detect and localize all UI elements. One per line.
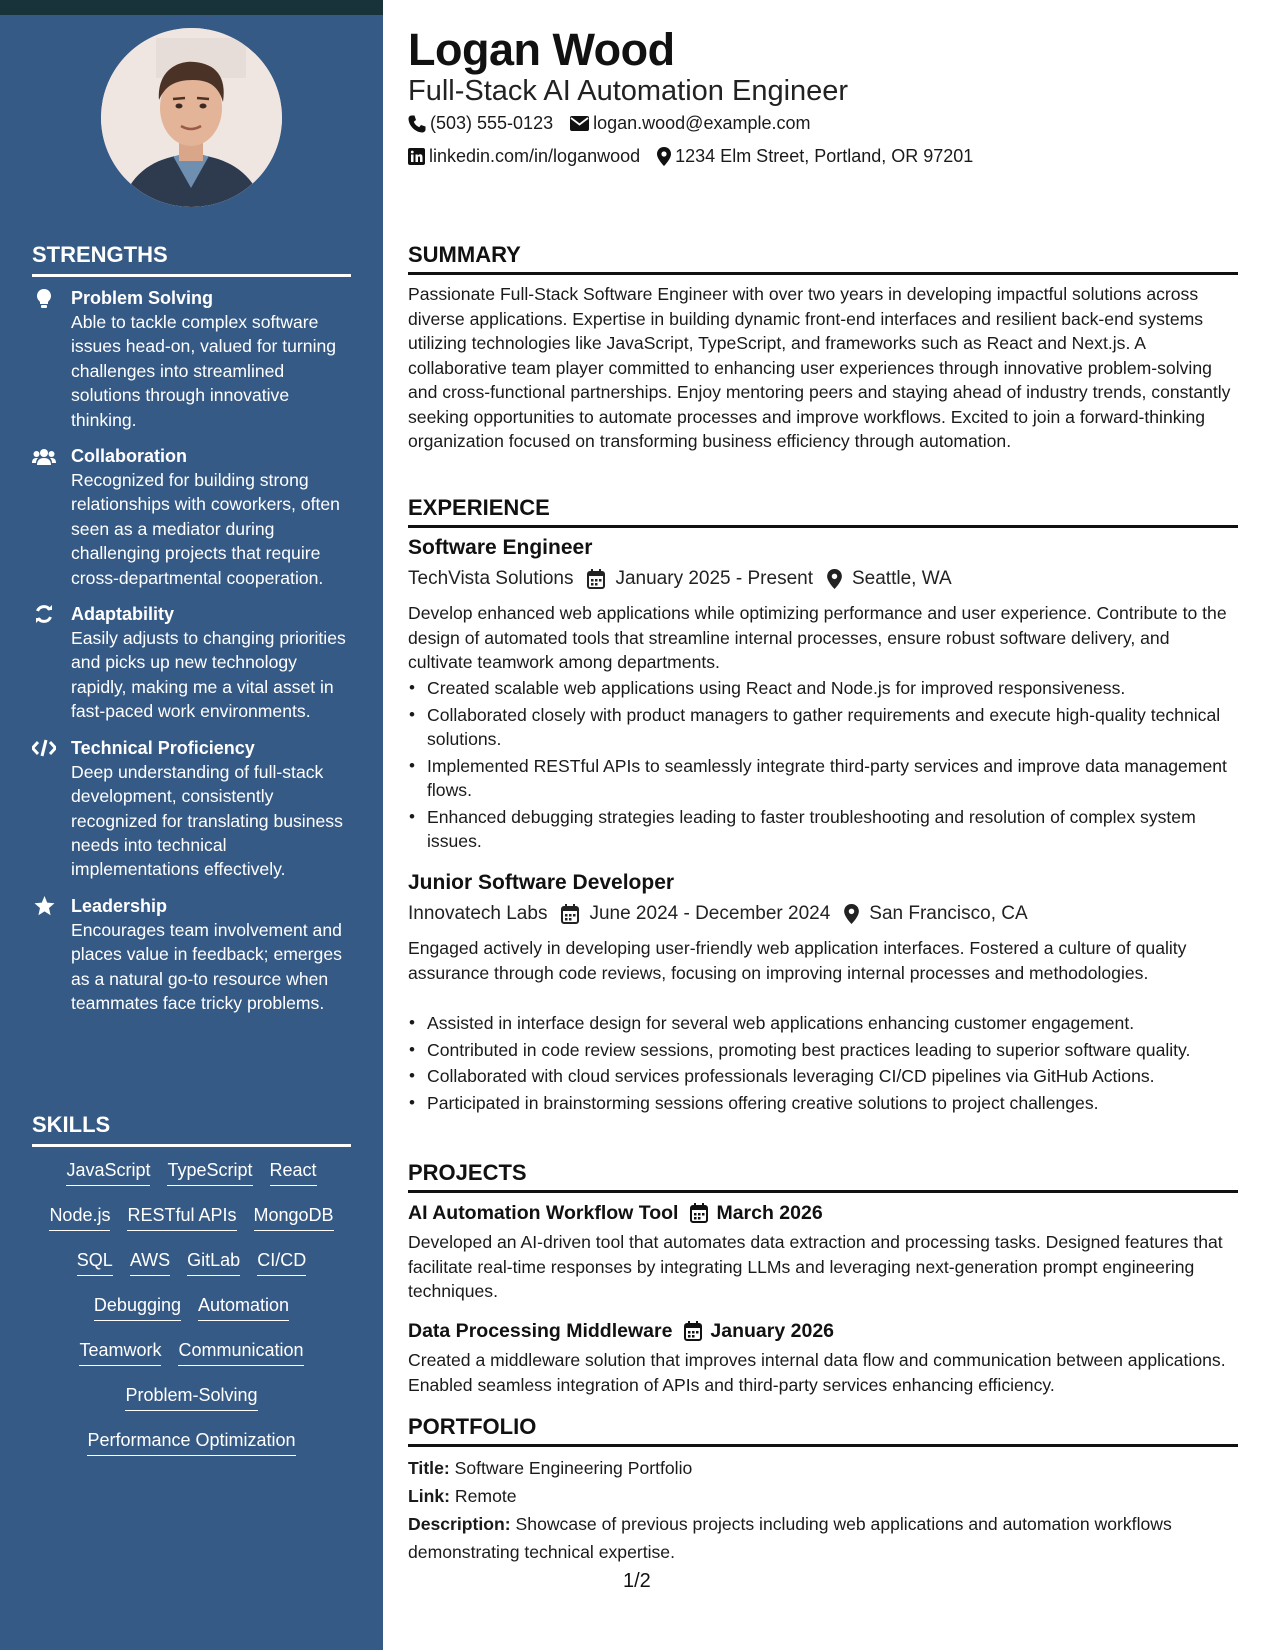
location-pin-icon bbox=[844, 904, 859, 924]
list-item: • Collaborated closely with product managers to gather requirements and execute high-quality technical solutions. bbox=[427, 703, 1238, 752]
strengths-heading: STRENGTHS bbox=[32, 242, 351, 277]
project-header bbox=[408, 1201, 823, 1225]
calendar-icon bbox=[690, 1203, 708, 1223]
code-icon bbox=[32, 738, 56, 758]
job-dates-text: June 2024 - December 2024 bbox=[589, 903, 831, 924]
contact-row bbox=[408, 146, 990, 167]
portfolio-title-value: Software Engineering Portfolio bbox=[454, 1458, 693, 1478]
project-description: Created a middleware solution that improves internal data flow and communication between applications. Enabled seamless integration of APIs and third-party services enhancing efficiency. bbox=[408, 1350, 1226, 1395]
skill-tag: Communication bbox=[178, 1338, 303, 1366]
skill-row bbox=[32, 1293, 351, 1338]
skill-tag: RESTful APIs bbox=[127, 1203, 236, 1231]
strength-description: Encourages team involvement and places value in feedback; emerges as a natural go-to resource when teammates face tricky problems. bbox=[71, 919, 342, 1013]
skill-row bbox=[32, 1203, 351, 1248]
calendar-icon bbox=[684, 1321, 702, 1341]
envelope-icon bbox=[570, 116, 589, 131]
strength-item bbox=[32, 894, 350, 1016]
strength-description: Able to tackle complex software issues head-on, valued for turning challenges into streamlined solutions through innovative thinking. bbox=[71, 312, 337, 430]
job-company: TechVista Solutions bbox=[408, 568, 574, 589]
skill-row bbox=[32, 1383, 351, 1428]
job-company: Innovatech Labs bbox=[408, 903, 548, 924]
location-pin-icon bbox=[827, 569, 842, 589]
phone-icon bbox=[408, 115, 426, 133]
job-title: Junior Software Developer bbox=[408, 871, 675, 894]
skill-tag: SQL bbox=[77, 1248, 113, 1276]
candidate-title: Full-Stack AI Automation Engineer bbox=[408, 75, 849, 107]
contact-email bbox=[570, 113, 810, 134]
portfolio-link-label: Link: bbox=[408, 1486, 451, 1506]
list-item: • Assisted in interface design for several web applications enhancing customer engagement. bbox=[427, 1011, 1238, 1036]
strength-title: Adaptability bbox=[71, 604, 175, 625]
list-item: • Implemented RESTful APIs to seamlessly integrate third-party services and improve data management flows. bbox=[427, 754, 1238, 803]
list-item: • Contributed in code review sessions, promoting best practices leading to superior software quality. bbox=[427, 1038, 1238, 1063]
job-bullets bbox=[427, 1011, 1238, 1117]
contact-linkedin bbox=[408, 146, 640, 167]
skill-tag: React bbox=[270, 1158, 317, 1186]
location-pin-icon bbox=[657, 147, 671, 166]
project-date: January 2026 bbox=[710, 1320, 835, 1342]
skill-tag: CI/CD bbox=[257, 1248, 306, 1276]
skill-row bbox=[32, 1338, 351, 1383]
skills-heading: SKILLS bbox=[32, 1112, 351, 1147]
portfolio-heading: PORTFOLIO bbox=[408, 1414, 1238, 1447]
skill-row bbox=[32, 1158, 351, 1203]
skill-tag: Automation bbox=[198, 1293, 289, 1321]
lightbulb-icon bbox=[32, 288, 56, 308]
phone-text: (503) 555-0123 bbox=[430, 113, 554, 133]
portfolio-description-value: Showcase of previous projects including web applications and automation workflows demonstrating technical expertise. bbox=[408, 1514, 1172, 1562]
project-description: Developed an AI-driven tool that automates data extraction and processing tasks. Designed features that facilitate real-time responses by integrating LLMs and leveraging next-generation prompt engineering techniques. bbox=[408, 1232, 1223, 1301]
strengths-list bbox=[32, 286, 350, 1027]
job-location-text: San Francisco, CA bbox=[869, 903, 1028, 924]
job-location-text: Seattle, WA bbox=[852, 568, 952, 589]
experience-heading: EXPERIENCE bbox=[408, 495, 1238, 528]
strength-item bbox=[32, 736, 350, 882]
portfolio-title-label: Title: bbox=[408, 1458, 450, 1478]
sync-icon bbox=[32, 604, 56, 624]
summary-heading: SUMMARY bbox=[408, 242, 1238, 275]
job-bullets bbox=[427, 676, 1238, 856]
job-description: Engaged actively in developing user-friendly web application interfaces. Fostered a culture of quality assurance through code reviews, focusing on improving internal processes and methodologies. bbox=[408, 938, 1187, 983]
portfolio-description bbox=[408, 1510, 1238, 1566]
candidate-name: Logan Wood bbox=[408, 24, 675, 75]
job-title: Software Engineer bbox=[408, 536, 593, 559]
portfolio-link-value: Remote bbox=[454, 1486, 517, 1506]
portfolio-title bbox=[408, 1454, 1238, 1482]
projects-heading: PROJECTS bbox=[408, 1160, 1238, 1193]
job-dates bbox=[561, 902, 830, 926]
users-icon bbox=[32, 446, 56, 466]
contact-phone bbox=[408, 113, 553, 134]
list-item: • Collaborated with cloud services professionals leveraging CI/CD pipelines via GitHub Actions. bbox=[427, 1064, 1238, 1089]
skills-list bbox=[32, 1158, 351, 1473]
skill-tag: Problem-Solving bbox=[125, 1383, 257, 1411]
linkedin-icon bbox=[408, 148, 425, 165]
contact-address bbox=[657, 146, 973, 167]
skill-tag: Teamwork bbox=[79, 1338, 161, 1366]
calendar-icon bbox=[561, 904, 579, 924]
job-meta bbox=[408, 902, 1042, 926]
project-title: AI Automation Workflow Tool bbox=[408, 1202, 679, 1224]
contact-row bbox=[408, 113, 827, 134]
strength-description: Easily adjusts to changing priorities and picks up new technology rapidly, making me a vital asset in fast-paced work environments. bbox=[71, 628, 346, 722]
address-text: 1234 Elm Street, Portland, OR 97201 bbox=[675, 146, 974, 166]
strength-title: Leadership bbox=[71, 895, 168, 916]
calendar-icon bbox=[587, 569, 605, 589]
project-date: March 2026 bbox=[716, 1202, 823, 1224]
job-location bbox=[827, 567, 952, 591]
summary-text: Passionate Full-Stack Software Engineer with over two years in developing impactful solutions across diverse applications. Expertise in building dynamic front-end interfaces and resilient back-end systems utilizing technologies like JavaScript, TypeScript, and frameworks such as React and Next.js. A collaborative team player committed to enhancing user experiences through innovative problem-solving and cross-functional partnerships. Enjoy mentoring peers and staying ahead of industry trends, constantly seeking opportunities to automate processes and improve workflows. Excited to join a forward-thinking organization focused on transforming business efficiency through automation. bbox=[408, 284, 1231, 451]
portfolio-description-label: Description: bbox=[408, 1514, 511, 1534]
project-header bbox=[408, 1319, 834, 1343]
list-item: • Enhanced debugging strategies leading to faster troubleshooting and resolution of complex system issues. bbox=[427, 805, 1238, 854]
linkedin-text: linkedin.com/in/loganwood bbox=[429, 146, 641, 166]
star-icon bbox=[32, 896, 56, 916]
list-item: • Created scalable web applications using React and Node.js for improved responsiveness. bbox=[427, 676, 1238, 701]
portfolio-link bbox=[408, 1482, 1238, 1510]
email-text: logan.wood@example.com bbox=[593, 113, 811, 133]
strength-item bbox=[32, 602, 350, 724]
sidebar-top-bar bbox=[0, 0, 383, 15]
skill-tag: GitLab bbox=[187, 1248, 240, 1276]
skill-tag: Node.js bbox=[49, 1203, 110, 1231]
strength-title: Collaboration bbox=[71, 446, 187, 467]
skill-tag: Performance Optimization bbox=[87, 1428, 295, 1456]
job-location bbox=[844, 902, 1027, 926]
skill-tag: TypeScript bbox=[167, 1158, 252, 1186]
page-number: 1/2 bbox=[623, 1570, 651, 1592]
project-title: Data Processing Middleware bbox=[408, 1320, 673, 1342]
job-description: Develop enhanced web applications while optimizing performance and user experience. Contribute to the design of automated tools that streamline internal processes, ensure robust software delivery, and cultivate teamwork among departments. bbox=[408, 603, 1227, 672]
strength-item bbox=[32, 286, 350, 432]
job-meta bbox=[408, 567, 966, 591]
skill-tag: MongoDB bbox=[254, 1203, 334, 1231]
avatar bbox=[101, 28, 282, 207]
strength-title: Problem Solving bbox=[71, 288, 214, 308]
skill-row bbox=[32, 1428, 351, 1473]
strength-title: Technical Proficiency bbox=[71, 737, 255, 758]
strength-description: Recognized for building strong relationships with coworkers, often seen as a mediator during challenging projects that require cross-departmental cooperation. bbox=[71, 470, 340, 588]
job-dates bbox=[587, 567, 813, 591]
list-item: • Participated in brainstorming sessions offering creative solutions to project challenges. bbox=[427, 1091, 1238, 1116]
sidebar bbox=[0, 0, 383, 1650]
skill-row bbox=[32, 1248, 351, 1293]
strength-item bbox=[32, 444, 350, 590]
strength-description: Deep understanding of full-stack development, consistently recognized for translating business needs into technical implementations effectively. bbox=[71, 761, 343, 880]
skill-tag: JavaScript bbox=[66, 1158, 150, 1186]
skill-tag: AWS bbox=[130, 1248, 170, 1276]
skill-tag: Debugging bbox=[94, 1293, 181, 1321]
job-dates-text: January 2025 - Present bbox=[615, 568, 813, 589]
